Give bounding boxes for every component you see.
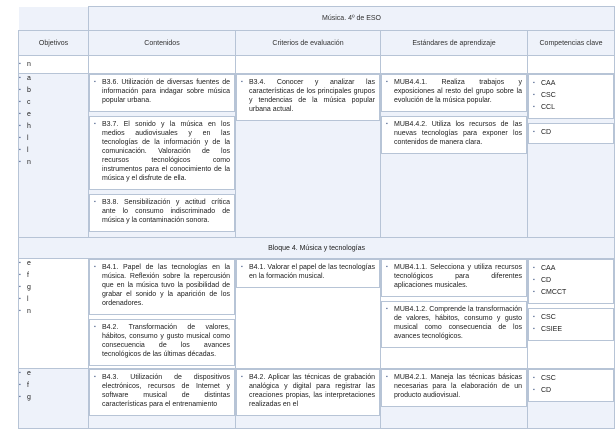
criterios-cell [236, 369, 381, 429]
list-item: ▪ c [19, 98, 88, 107]
estandar-block [381, 116, 527, 154]
table-row [19, 56, 615, 74]
list-item: ▪ B4.1. Valorar el papel de las tecnologías en la formación musical. [241, 263, 375, 281]
contenidos-cell [89, 259, 236, 369]
list-item: ▪ h [19, 122, 88, 131]
competencia-group [528, 308, 614, 341]
criterios-cell [236, 74, 381, 238]
list-item: ▪ f [19, 271, 88, 280]
table-row [19, 369, 615, 429]
criterio-block [236, 74, 380, 121]
criterios-cell [236, 259, 381, 369]
objetivos-cell [19, 56, 89, 74]
contenido-block [89, 116, 235, 190]
header-competencias: Competencias clave [528, 31, 615, 56]
estandares-cell [381, 259, 528, 369]
criterio-block [236, 259, 380, 288]
list-item: ▪ l [19, 295, 88, 304]
competencia-group [528, 369, 614, 402]
list-item: ▪ f [19, 381, 88, 390]
contenido-block [89, 194, 235, 232]
list-item: ▪ CSC [533, 374, 609, 383]
competencia-group [528, 74, 614, 119]
list-item: ▪ l [19, 134, 88, 143]
list-item: ▪ n [19, 158, 88, 167]
list-item: ▪ l [19, 146, 88, 155]
list-item: ▪ CAA [533, 264, 609, 273]
estandar-block [381, 259, 527, 297]
header-row [19, 31, 615, 56]
list-item: ▪ B4.3. Utilización de dispositivos electrónicos, recursos de Internet y software musical de distintas características para el entrenamiento [94, 373, 230, 409]
list-item: ▪ MUB4.4.2. Utiliza los recursos de las nuevas tecnologías para exponer los contenidos de manera clara. [386, 120, 522, 147]
list-item: ▪ g [19, 283, 88, 292]
list-item: ▪ B4.2. Aplicar las técnicas de grabación analógica y digital para registrar las creaciones propias, las interpretaciones realizadas en el [241, 373, 375, 409]
list-item: ▪ B3.4. Conocer y analizar las características de los principales grupos y tendencias de la música popular urbana actual. [241, 78, 375, 114]
list-item: ▪ CD [533, 386, 609, 395]
contenidos-cell [89, 74, 236, 238]
contenido-block [89, 74, 235, 112]
header-objetivos: Objetivos [19, 31, 89, 56]
list-item: ▪ a [19, 74, 88, 83]
competencias-cell [528, 74, 615, 238]
list-item: ▪ e [19, 110, 88, 119]
list-item: ▪ n [19, 307, 88, 316]
list-item: ▪ CD [533, 128, 609, 137]
block-title: Bloque 4. Música y tecnologías [19, 238, 615, 259]
list-item: ▪ B4.1. Papel de las tecnologías en la música. Reflexión sobre la repercusión que en la música tuvo la posibilidad de grabar el sonido y la aparición de los ordenadores. [94, 263, 230, 308]
list-item: ▪ B3.8. Sensibilización y actitud crítica ante lo consumo indiscriminado de música y la contaminación sonora. [94, 198, 230, 225]
objetivos-cell [19, 259, 89, 369]
contenido-block [89, 369, 235, 416]
competencia-group [528, 259, 614, 304]
list-item: ▪ e [19, 259, 88, 268]
list-item: ▪ MUB4.4.1. Realiza trabajos y exposiciones al resto del grupo sobre la evolución de la música popular. [386, 78, 522, 105]
table-title: Música. 4º de ESO [89, 7, 615, 31]
competencias-cell [528, 369, 615, 429]
header-estandares: Estándares de aprendizaje [381, 31, 528, 56]
list-item: ▪ MUB4.2.1. Maneja las técnicas básicas necesarias para la elaboración de un producto audiovisual. [386, 373, 522, 400]
list-item: ▪ n [19, 60, 88, 69]
table-title-row [19, 7, 615, 31]
list-item: ▪ CCL [533, 103, 609, 112]
list-item: ▪ B3.7. El sonido y la música en los medios audiovisuales y en las tecnologías de la información y de la comunicación. Valoración de los recursos tecnológicos como instrumentos para el conocimiento de la música y el disfrute de ella. [94, 120, 230, 183]
list-item: ▪ g [19, 393, 88, 402]
contenidos-cell [89, 369, 236, 429]
list-item: ▪ MUB4.1.1. Selecciona y utiliza recursos tecnológicos para diferentes aplicaciones musicales. [386, 263, 522, 290]
curriculum-table [18, 6, 615, 429]
header-contenidos: Contenidos [89, 31, 236, 56]
objetivos-cell [19, 369, 89, 429]
estandares-cell [381, 369, 528, 429]
list-item: ▪ b [19, 86, 88, 95]
list-item: ▪ MUB4.1.2. Comprende la transformación de valores, hábitos, consumo y gusto musical como consecuencia de los avances tecnológicos. [386, 305, 522, 341]
objetivos-cell [19, 74, 89, 238]
list-item: ▪ B4.2. Transformación de valores, hábitos, consumo y gusto musical como consecuencia de los avances tecnológicos de las últimas décadas. [94, 323, 230, 359]
estandar-block [381, 301, 527, 348]
table-row [19, 74, 615, 238]
table-row [19, 259, 615, 369]
estandar-block [381, 74, 527, 112]
criterio-block [236, 369, 380, 416]
list-item: ▪ CMCCT [533, 288, 609, 297]
estandar-block [381, 369, 527, 407]
title-corner-cell [19, 7, 89, 31]
list-item: ▪ CD [533, 276, 609, 285]
competencias-cell [528, 259, 615, 369]
list-item: ▪ CAA [533, 79, 609, 88]
list-item: ▪ e [19, 369, 88, 378]
contenido-block [89, 259, 235, 315]
contenido-block [89, 319, 235, 366]
competencia-group [528, 123, 614, 144]
list-item: ▪ CSC [533, 313, 609, 322]
estandares-cell [381, 74, 528, 238]
list-item: ▪ B3.6. Utilización de diversas fuentes de información para indagar sobre música popular urbana. [94, 78, 230, 105]
block-band-row [19, 238, 615, 259]
header-criterios: Criterios de evaluación [236, 31, 381, 56]
list-item: ▪ CSIEE [533, 325, 609, 334]
list-item: ▪ CSC [533, 91, 609, 100]
